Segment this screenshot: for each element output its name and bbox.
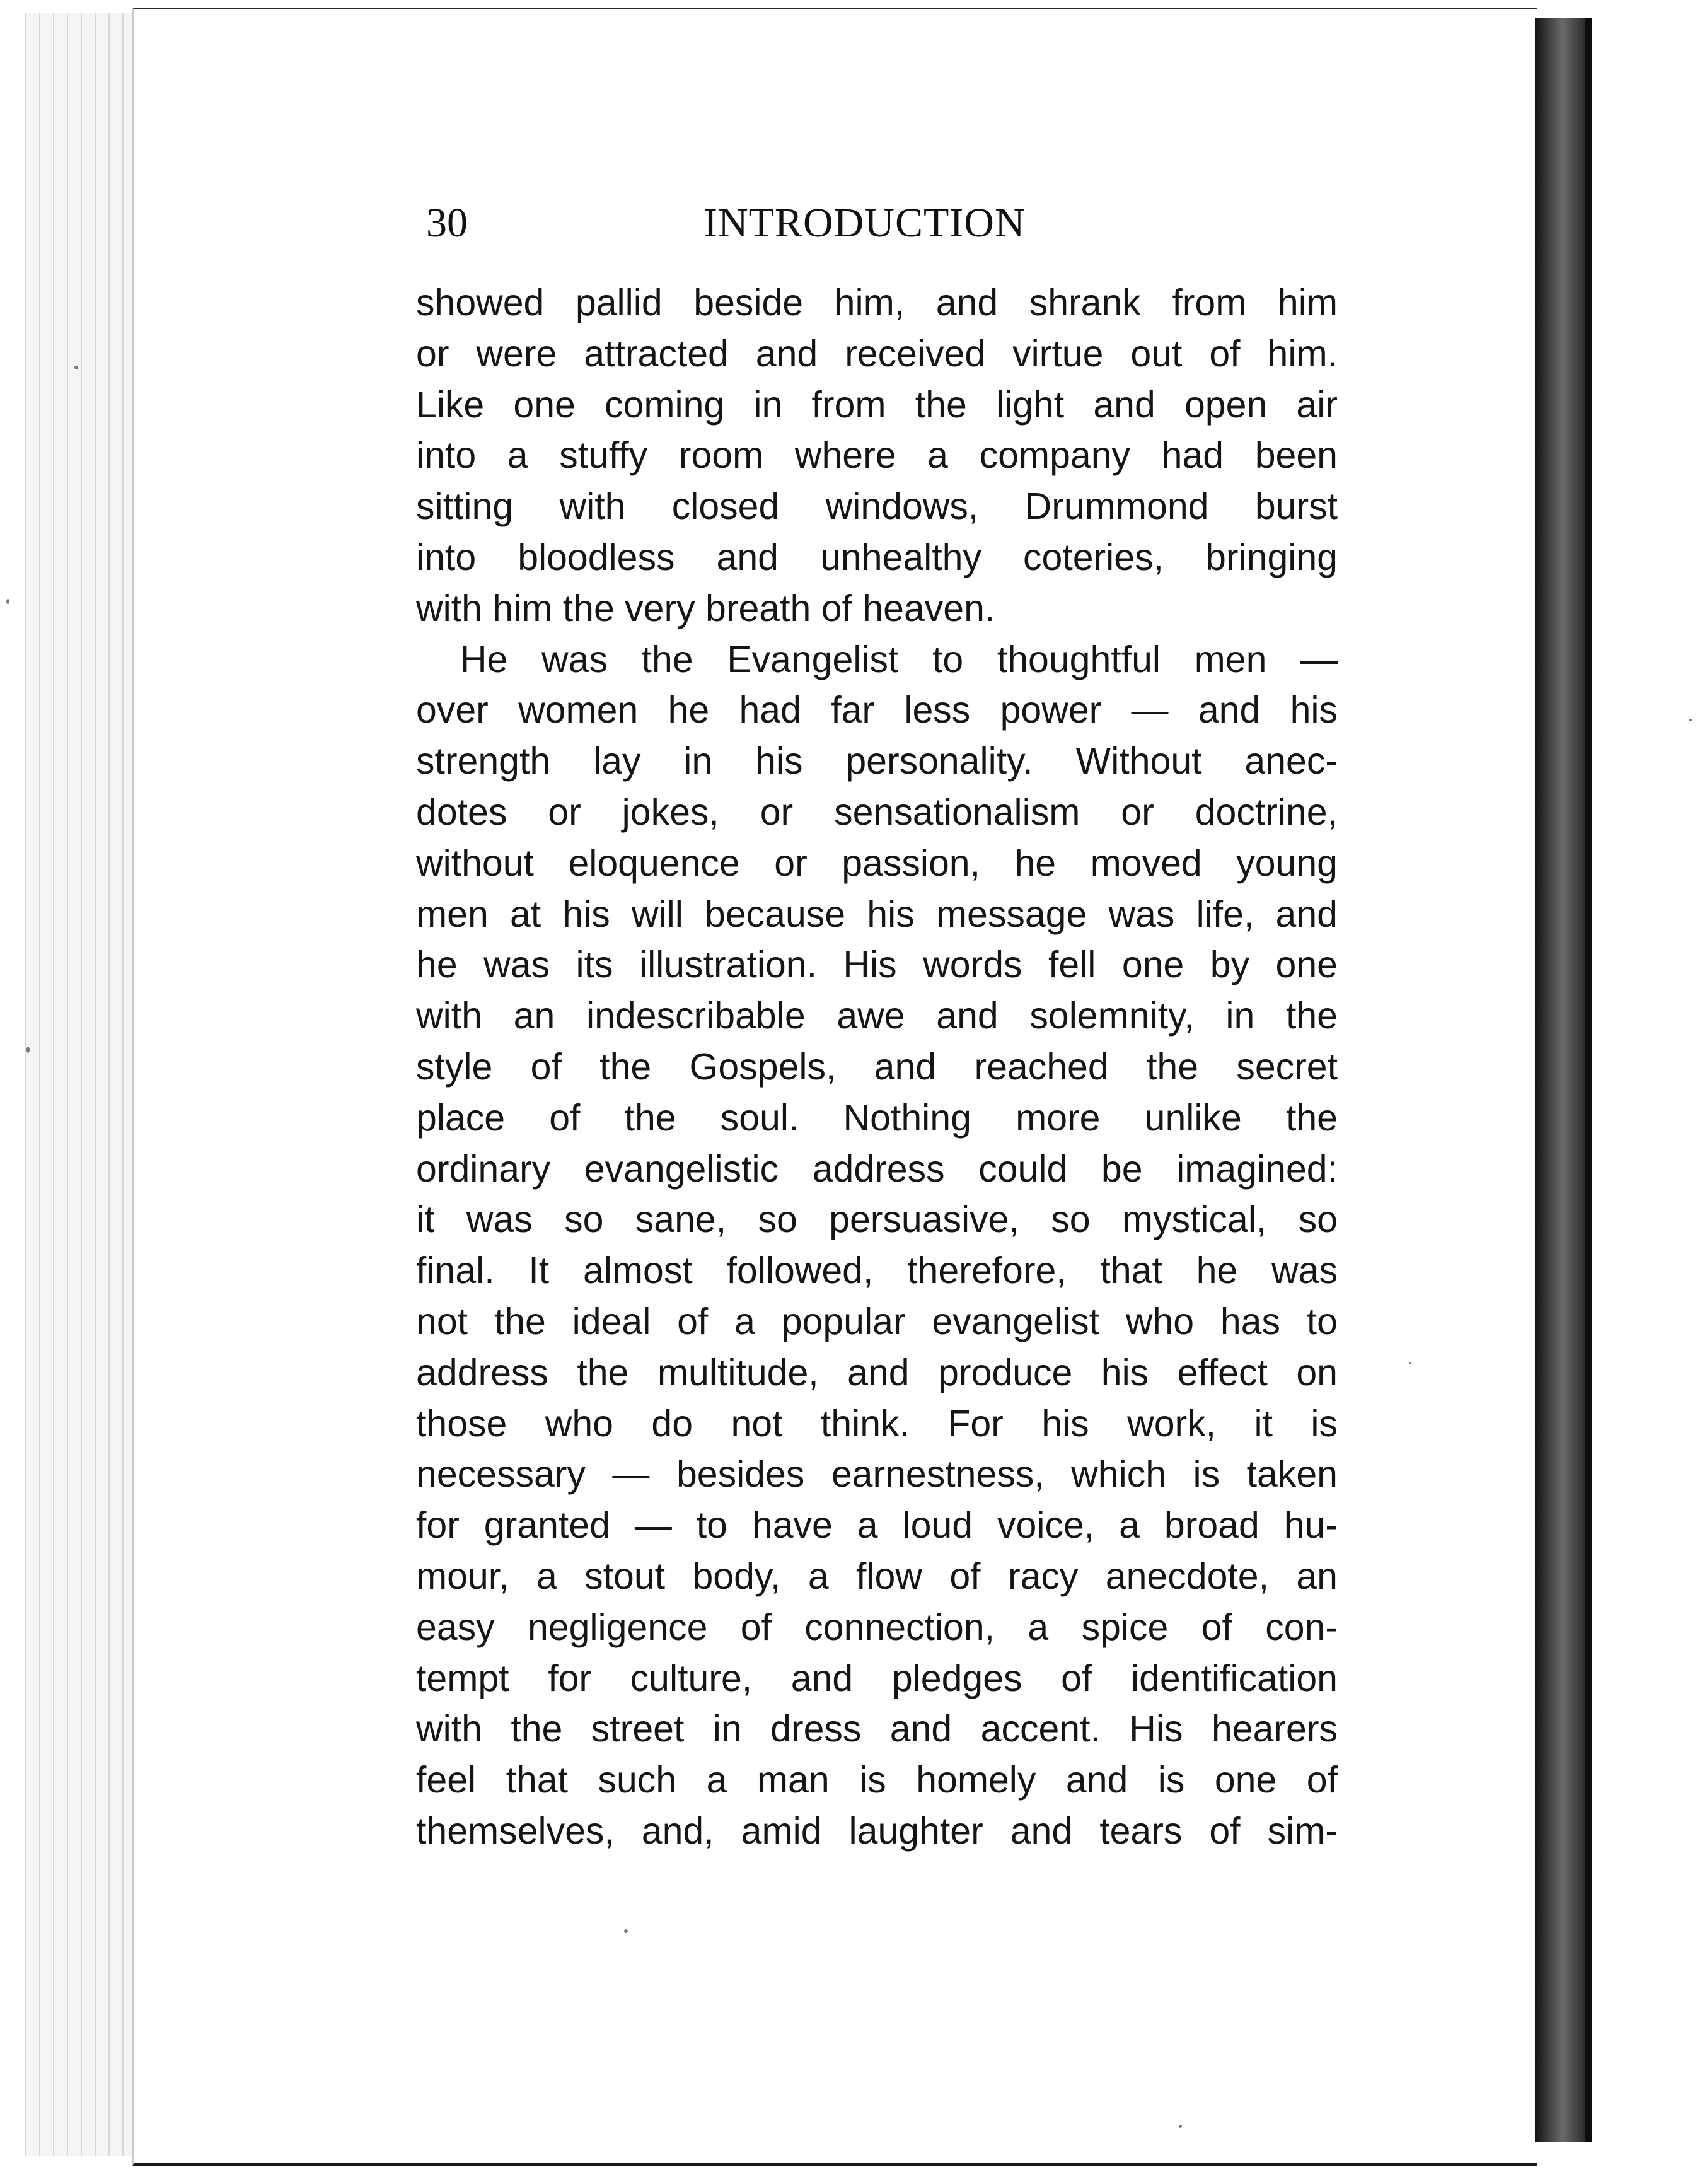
text-line: Like one coming in from the light and open air — [416, 383, 1338, 426]
text-line: for granted — to have a loud voice, a broad hu- — [416, 1504, 1338, 1547]
page-number: 30 — [426, 200, 468, 246]
text-line: into a stuffy room where a company had been — [416, 434, 1338, 477]
scan-speck — [1689, 719, 1692, 721]
text-line: ordinary evangelistic address could be imagined: — [416, 1147, 1338, 1190]
text-line: showed pallid beside him, and shrank from him — [416, 282, 1338, 323]
text-line: into bloodless and unhealthy coteries, bringing — [416, 536, 1338, 578]
scan-speck — [26, 1047, 30, 1053]
text-line: men at his will because his message was life, and — [416, 893, 1338, 935]
scan-speck — [1409, 1362, 1411, 1364]
body-text — [416, 277, 1338, 1857]
text-line: sitting with closed windows, Drummond burst — [416, 485, 1338, 528]
text-line: over women he had far less power — and his — [416, 689, 1338, 731]
text-line: final. It almost followed, therefore, that he was — [416, 1250, 1338, 1292]
text-line: place of the soul. Nothing more unlike the — [416, 1096, 1338, 1139]
scan-speck — [74, 366, 78, 369]
text-line: not the ideal of a popular evangelist who has to — [416, 1300, 1338, 1342]
text-line: those who do not think. For his work, it is — [416, 1402, 1338, 1444]
text-line: feel that such a man is homely and is one of — [416, 1759, 1338, 1801]
page-edges — [25, 13, 139, 2156]
text-line: easy negligence of connection, a spice of con- — [416, 1606, 1338, 1648]
text-line: necessary — besides earnestness, which is taken — [416, 1453, 1338, 1496]
text-line: strength lay in his personality. Without anec- — [416, 740, 1338, 782]
text-line: address the multitude, and produce his effect on — [416, 1351, 1338, 1393]
running-head — [426, 199, 1321, 256]
text-line: He was the Evangelist to thoughtful men — — [460, 638, 1338, 680]
book-spine — [1535, 18, 1585, 2142]
text-line: style of the Gospels, and reached the secret — [416, 1045, 1338, 1088]
text-line: with the street in dress and accent. His hearers — [416, 1708, 1338, 1750]
scan-speck — [6, 599, 9, 604]
text-line: it was so sane, so persuasive, so mystical, so — [416, 1199, 1338, 1241]
text-line: with an indescribable awe and solemnity, in the — [416, 995, 1338, 1037]
text-line: dotes or jokes, or sensationalism or doctrine, — [416, 791, 1338, 833]
text-line: he was its illustration. His words fell one by one — [416, 944, 1338, 986]
text-line: with him the very breath of heaven. — [416, 587, 995, 629]
book-spine-edge — [1585, 18, 1592, 2142]
running-head-title: INTRODUCTION — [703, 200, 1026, 246]
text-line: without eloquence or passion, he moved young — [416, 842, 1338, 884]
text-line: themselves, and, amid laughter and tears of sim- — [416, 1809, 1338, 1852]
scan-speck — [624, 1929, 628, 1933]
scan-speck — [1179, 2125, 1182, 2128]
text-line: or were attracted and received virtue out of him. — [416, 332, 1338, 375]
text-line: mour, a stout body, a flow of racy anecdote, an — [416, 1555, 1338, 1597]
text-line: tempt for culture, and pledges of identification — [416, 1657, 1338, 1699]
